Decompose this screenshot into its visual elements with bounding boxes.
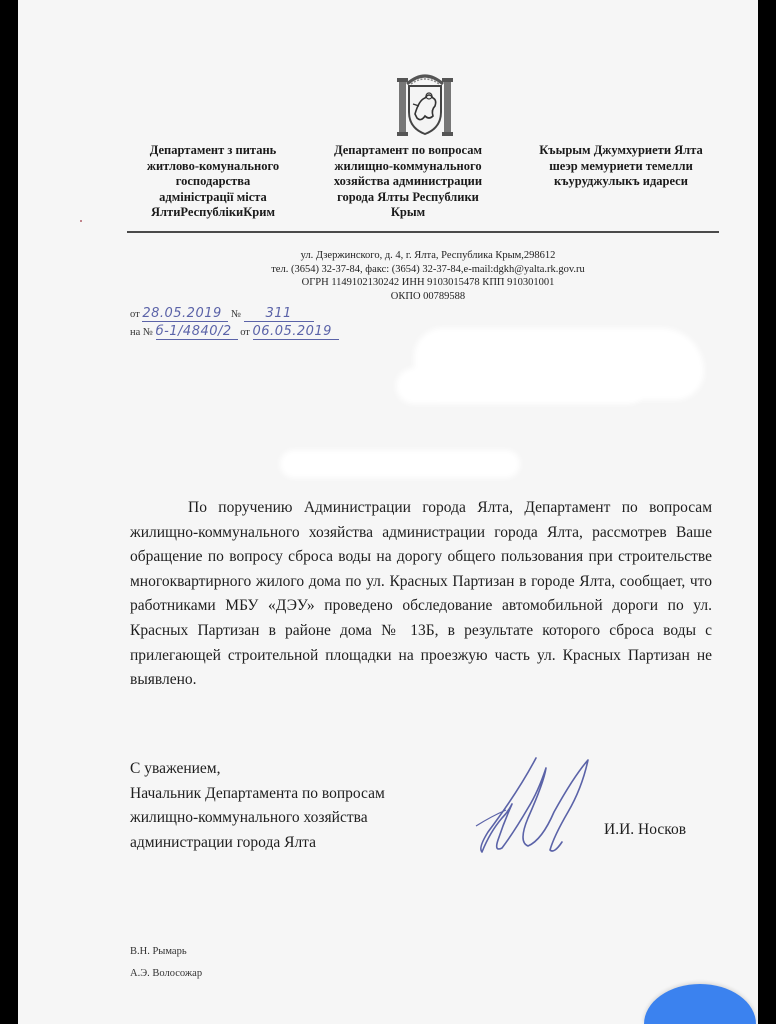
number-label: №	[230, 309, 241, 320]
from-label: от	[130, 309, 140, 320]
outgoing-date: 28.05.2019	[142, 306, 228, 322]
letterhead-line: города Ялты Республики	[337, 189, 479, 204]
letterhead-line: адміністрації міста	[159, 189, 267, 204]
letterhead-russian	[318, 143, 498, 221]
scan-speck	[80, 220, 82, 222]
body-paragraph: По поручению Администрации города Ялта, Департамент по вопросам жилищно-коммунального хозяйства администрации города Ялта, рассмотрев Ваше обращение по вопросу сброса воды на дорогу общего пользования при строительстве многоквартирного жилого дома по ул. Красных Партизан в городе Ялта, сообщает, что работниками МБУ «ДЭУ» проведено обследование автомобильной дороги по ул. Красных Партизан в районе дома № 13Б, в результате которого сброса воды с прилегающей строительной площадки на проезжую часть ул. Красных Партизан не выявлено.	[130, 499, 712, 689]
outgoing-reference	[130, 306, 314, 322]
regards: С уважением,	[130, 760, 221, 777]
redacted-addressee-line	[396, 368, 646, 404]
outgoing-number: 311	[244, 306, 314, 322]
reply-date-label: от	[240, 327, 250, 338]
address-block	[228, 249, 628, 303]
letterhead-line: Департамент з питань	[149, 143, 277, 157]
letterhead-line: къуруджулыкъ идареси	[554, 174, 688, 188]
contacts-line: тел. (3654) 32-37-84, факс: (3654) 32-37-84,e-mail:dgkh@yalta.rk.gov.ru	[271, 263, 585, 275]
letterhead-line: жилищно-коммунального	[334, 158, 482, 173]
letterhead-line: господарства	[175, 174, 251, 188]
address-line: ул. Дзержинского, д. 4, г. Ялта, Республика Крым,298612	[300, 250, 556, 261]
reply-to-number: б-1/4840/2	[156, 324, 238, 340]
position-line: жилищно-коммунального хозяйства	[130, 809, 368, 827]
document-page	[18, 0, 758, 1024]
letterhead-crimean-tatar	[521, 143, 721, 190]
letterhead-line: шеэр мемуриети темелли	[549, 158, 693, 173]
closing-block	[130, 757, 385, 855]
coat-of-arms-emblem-icon	[385, 70, 465, 140]
redacted-address-line	[280, 450, 520, 478]
executor-name: А.Э. Волосожар	[130, 968, 203, 979]
reply-to-label: на №	[130, 327, 153, 338]
letterhead-divider	[127, 231, 719, 233]
letterhead-ukrainian	[128, 143, 298, 221]
letterhead-line: хозяйства администрации	[333, 174, 483, 188]
letterhead-line: Къырым Джумхуриети Ялта	[539, 143, 703, 157]
okpo-line: ОКПО 00789588	[390, 290, 466, 302]
letterhead-line: Крым	[390, 205, 426, 219]
position-line: администрации города Ялта	[130, 833, 317, 851]
letter-body	[130, 496, 712, 693]
signatory-name: И.И. Носков	[604, 821, 687, 838]
floating-action-button[interactable]	[644, 984, 756, 1024]
reply-date: 06.05.2019	[253, 324, 339, 340]
letterhead-line: ЯлтиРеспублікиКрим	[151, 205, 275, 219]
letterhead-line: житлово-комунального	[146, 158, 280, 173]
letterhead-line: Департамент по вопросам	[334, 143, 482, 157]
incoming-reference	[130, 324, 339, 340]
executor-name: В.Н. Рымарь	[130, 946, 187, 957]
registration-line: ОГРН 1149102130242 ИНН 9103015478 КПП 910301001	[301, 277, 555, 288]
position-line: Начальник Департамента по вопросам	[130, 784, 385, 802]
handwritten-signature	[458, 752, 608, 862]
